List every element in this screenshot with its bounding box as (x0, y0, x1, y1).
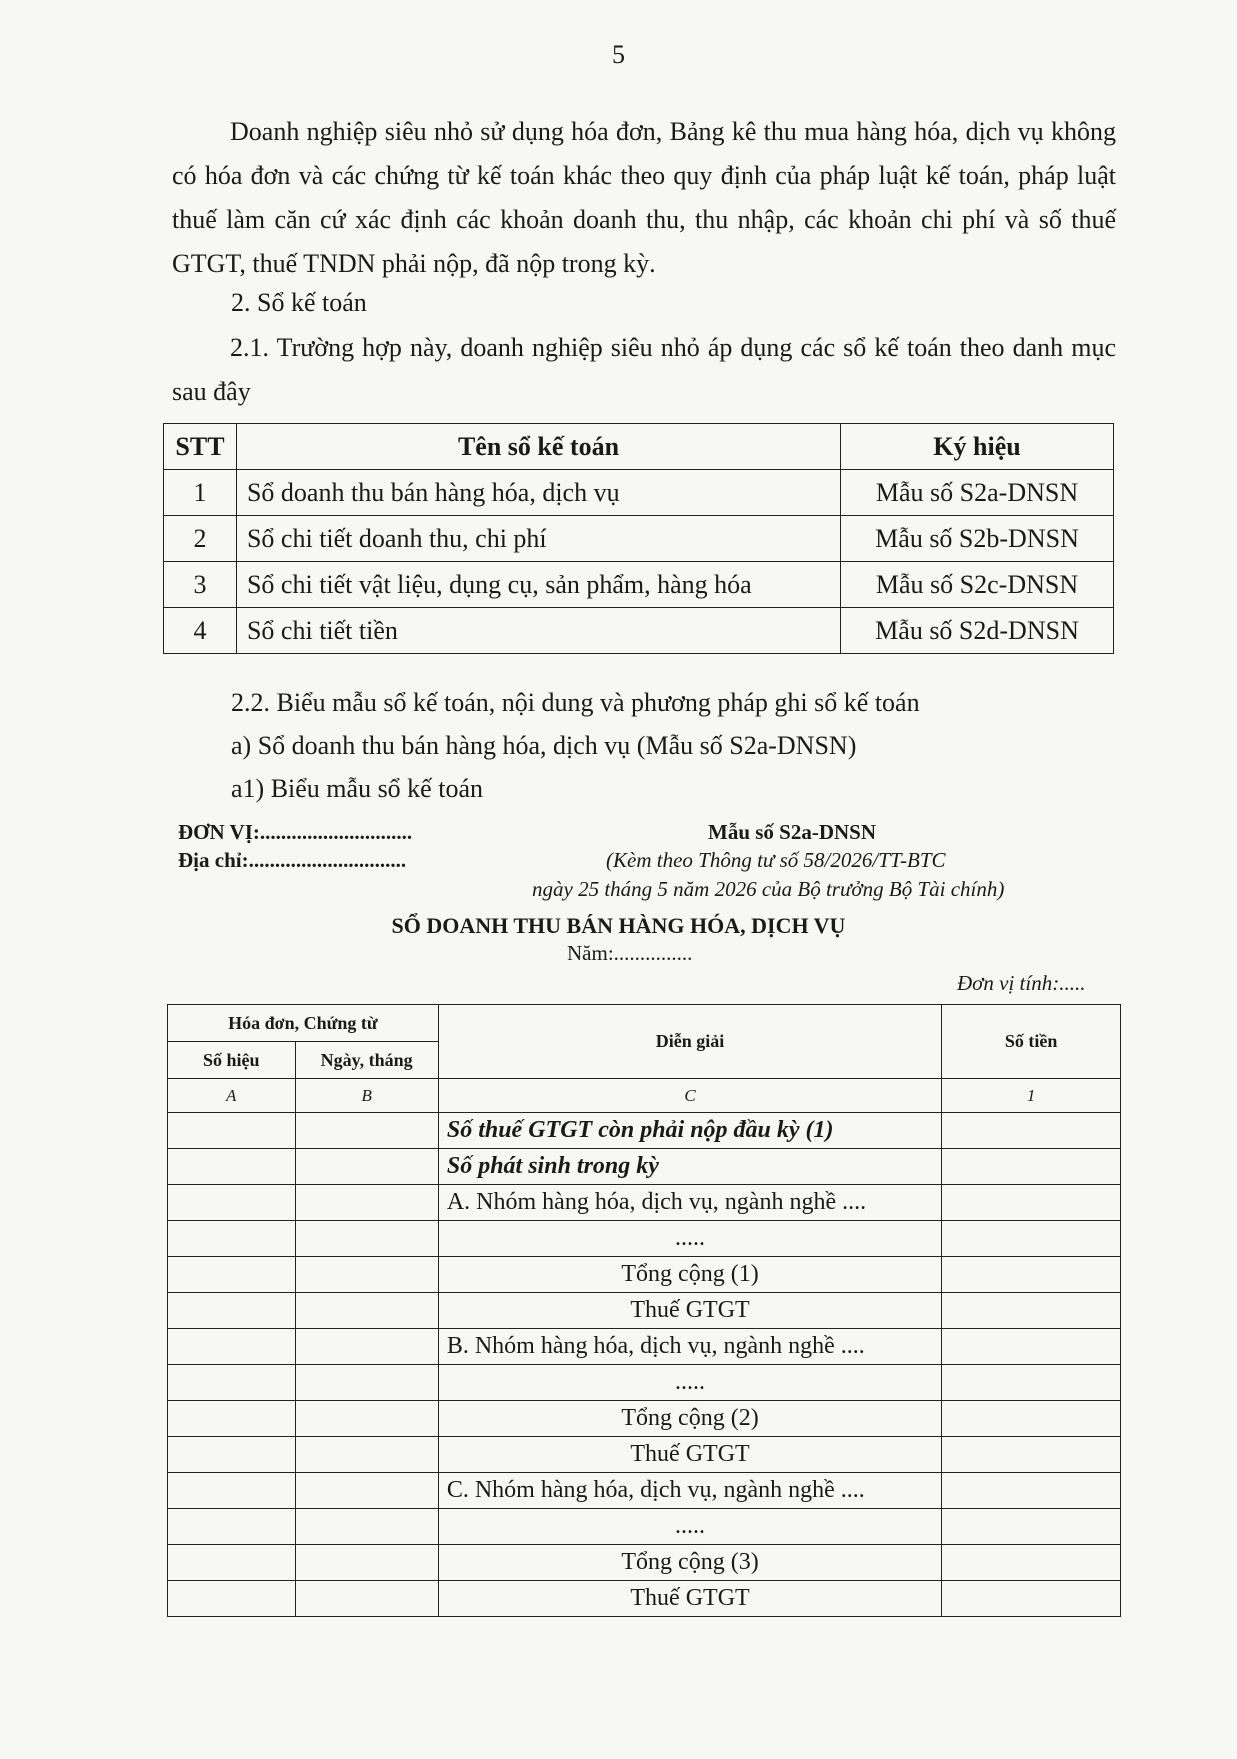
ledger-header-number: Số hiệu (168, 1042, 296, 1079)
ledger-row-text: B. Nhóm hàng hóa, dịch vụ, ngành nghề .... (438, 1329, 941, 1365)
page-number: 5 (612, 40, 625, 69)
catalog-code: Mẫu số S2a-DNSN (841, 470, 1114, 516)
catalog-code: Mẫu số S2b-DNSN (841, 516, 1114, 562)
ledger-row-text: Tổng cộng (3) (438, 1545, 941, 1581)
ledger-code-b: B (295, 1079, 438, 1113)
catalog-code: Mẫu số S2d-DNSN (841, 608, 1114, 654)
table-row (168, 1437, 1121, 1473)
ledger-row-text: C. Nhóm hàng hóa, dịch vụ, ngành nghề .... (438, 1473, 941, 1509)
ledger-row-text: A. Nhóm hàng hóa, dịch vụ, ngành nghề .... (438, 1185, 941, 1221)
catalog-stt: 4 (164, 608, 237, 654)
catalog-stt: 1 (164, 470, 237, 516)
catalog-header-row (164, 424, 1114, 470)
catalog-header-stt: STT (164, 424, 237, 470)
ledger-code-a: A (168, 1079, 296, 1113)
intro-paragraph: Doanh nghiệp siêu nhỏ sử dụng hóa đơn, Bảng kê thu mua hàng hóa, dịch vụ không có hóa đơn và các chứng từ kế toán khác theo quy định của pháp luật kế toán, pháp luật thuế làm căn cứ xác định các khoản doanh thu, thu nhập, các khoản chi phí và số thuế GTGT, thuế TNDN phải nộp, đã nộp trong kỳ. (172, 117, 1116, 278)
ledger-row-text: Số phát sinh trong kỳ (438, 1149, 941, 1185)
ledger-row-text: Thuế GTGT (438, 1293, 941, 1329)
ledger-title: SỔ DOANH THU BÁN HÀNG HÓA, DỊCH VỤ (391, 913, 846, 938)
catalog-header-code: Ký hiệu (841, 424, 1114, 470)
ledger-code-1: 1 (942, 1079, 1121, 1113)
ledger-row-text: ..... (438, 1365, 941, 1401)
ledger-row-text: Số thuế GTGT còn phải nộp đầu kỳ (1) (438, 1113, 941, 1149)
table-row (168, 1185, 1121, 1221)
ledger-code-c: C (438, 1079, 941, 1113)
table-row (168, 1401, 1121, 1437)
catalog-name: Sổ chi tiết doanh thu, chi phí (236, 516, 840, 562)
ledger-row-text: Thuế GTGT (438, 1581, 941, 1617)
table-row (168, 1329, 1121, 1365)
ledger-code-row (168, 1079, 1121, 1113)
catalog-name: Sổ chi tiết tiền (236, 608, 840, 654)
catalog-stt: 3 (164, 562, 237, 608)
ledger-row-text: Tổng cộng (2) (438, 1401, 941, 1437)
catalog-stt: 2 (164, 516, 237, 562)
section-2-1-paragraph: 2.1. Trường hợp này, doanh nghiệp siêu nhỏ áp dụng các sổ kế toán theo danh mục sau đây (172, 333, 1116, 406)
attached-circular-line1: (Kèm theo Thông tư số 58/2026/TT-BTC (606, 848, 946, 872)
catalog-header-name: Tên sổ kế toán (236, 424, 840, 470)
table-row (168, 1365, 1121, 1401)
table-row (168, 1113, 1121, 1149)
section-a-heading: a) Sổ doanh thu bán hàng hóa, dịch vụ (Mẫu số S2a-DNSN) (231, 731, 857, 760)
table-row (168, 1149, 1121, 1185)
section-a1-heading: a1) Biểu mẫu sổ kế toán (231, 774, 483, 803)
ledger-year: Năm:............... (567, 941, 693, 965)
table-row (168, 1221, 1121, 1257)
ledger-row-text: ..... (438, 1221, 941, 1257)
ledger-header-amount: Số tiền (942, 1005, 1121, 1079)
ledger-header-description: Diễn giải (438, 1005, 941, 1079)
table-row (168, 1293, 1121, 1329)
form-code: Mẫu số S2a-DNSN (708, 820, 877, 844)
table-row (168, 1509, 1121, 1545)
table-row (168, 1581, 1121, 1617)
section-2-2-heading: 2.2. Biểu mẫu sổ kế toán, nội dung và phương pháp ghi sổ kế toán (231, 688, 920, 717)
ledger-header-invoice: Hóa đơn, Chứng từ (168, 1005, 439, 1042)
section-heading-2: 2. Sổ kế toán (231, 288, 367, 317)
ledger-row-text: Thuế GTGT (438, 1437, 941, 1473)
table-row (164, 516, 1114, 562)
currency-unit: Đơn vị tính:..... (957, 971, 1086, 995)
table-row (164, 470, 1114, 516)
table-row (168, 1473, 1121, 1509)
table-row (168, 1257, 1121, 1293)
catalog-code: Mẫu số S2c-DNSN (841, 562, 1114, 608)
catalog-name: Sổ doanh thu bán hàng hóa, dịch vụ (236, 470, 840, 516)
ledger-row-text: ..... (438, 1509, 941, 1545)
table-row (168, 1545, 1121, 1581)
table-row (164, 562, 1114, 608)
catalog-name: Sổ chi tiết vật liệu, dụng cụ, sản phẩm, hàng hóa (236, 562, 840, 608)
address-label: Địa chỉ:.............................. (178, 848, 407, 872)
ledger-header-row (168, 1005, 1121, 1042)
unit-label: ĐƠN VỊ:............................. (178, 820, 413, 844)
attached-circular-line2: ngày 25 tháng 5 năm 2026 của Bộ trưởng Bộ Tài chính) (532, 877, 1005, 901)
table-row (164, 608, 1114, 654)
ledger-row-text: Tổng cộng (1) (438, 1257, 941, 1293)
ledger-header-date: Ngày, tháng (295, 1042, 438, 1079)
ledger-catalog-table (163, 423, 1114, 654)
revenue-ledger-table (167, 1004, 1121, 1617)
